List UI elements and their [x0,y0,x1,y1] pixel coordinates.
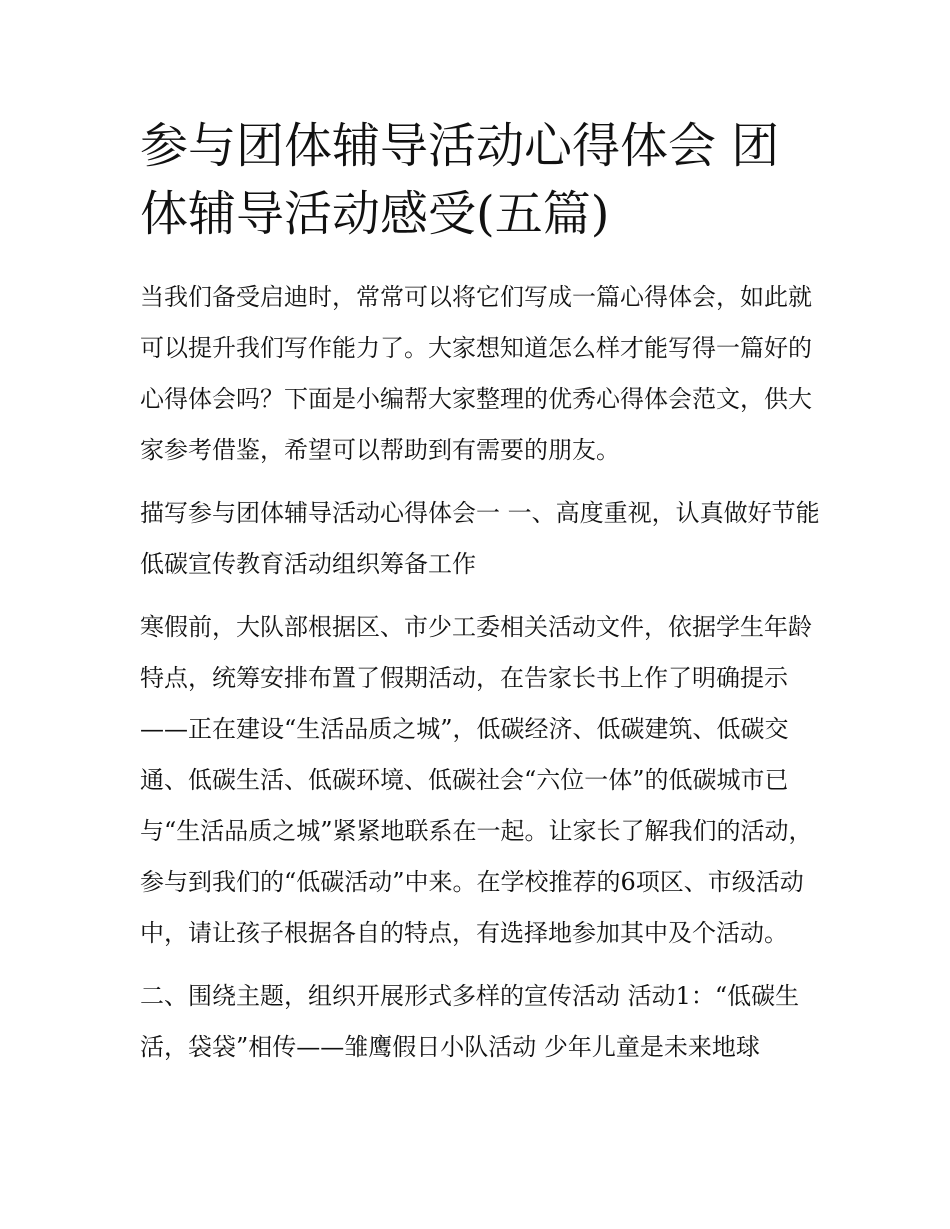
document-body [140,272,820,1073]
paragraph-section-heading: 描写参与团体辅导活动心得体会一 一、高度重视，认真做好节能低碳宣传教育活动组织筹备工作 [140,499,820,578]
paragraph-winter-break: 寒假前，大队部根据区、市少工委相关活动文件，依据学生年龄特点，统筹安排布置了假期活动，在告家长书上作了明确提示——正在建设“生活品质之城”，低碳经济、低碳建筑、低碳交通、低碳生活、低碳环境、低碳社会“六位一体”的低碳城市已与“生活品质之城”紧紧地联系在一起。让家长了解我们的活动，参与到我们的“低碳活动”中来。在学校推荐的6项区、市级活动中，请让孩子根据各自的特点，有选择地参加其中及个活动。 [140,613,813,947]
document-title: 参与团体辅导活动心得体会 团体辅导活动感受(五篇) [140,118,780,242]
paragraph-activities: 二、围绕主题，组织开展形式多样的宣传活动 活动1：“低碳生活，袋袋”相传——雏鹰假日小队活动 少年儿童是未来地球 [140,982,800,1061]
document-page [140,112,820,1073]
paragraph-intro: 当我们备受启迪时，常常可以将它们写成一篇心得体会，如此就可以提升我们写作能力了。大家想知道怎么样才能写得一篇好的心得体会吗？下面是小编帮大家整理的优秀心得体会范文，供大家参考借鉴，希望可以帮助到有需要的朋友。 [140,283,812,464]
